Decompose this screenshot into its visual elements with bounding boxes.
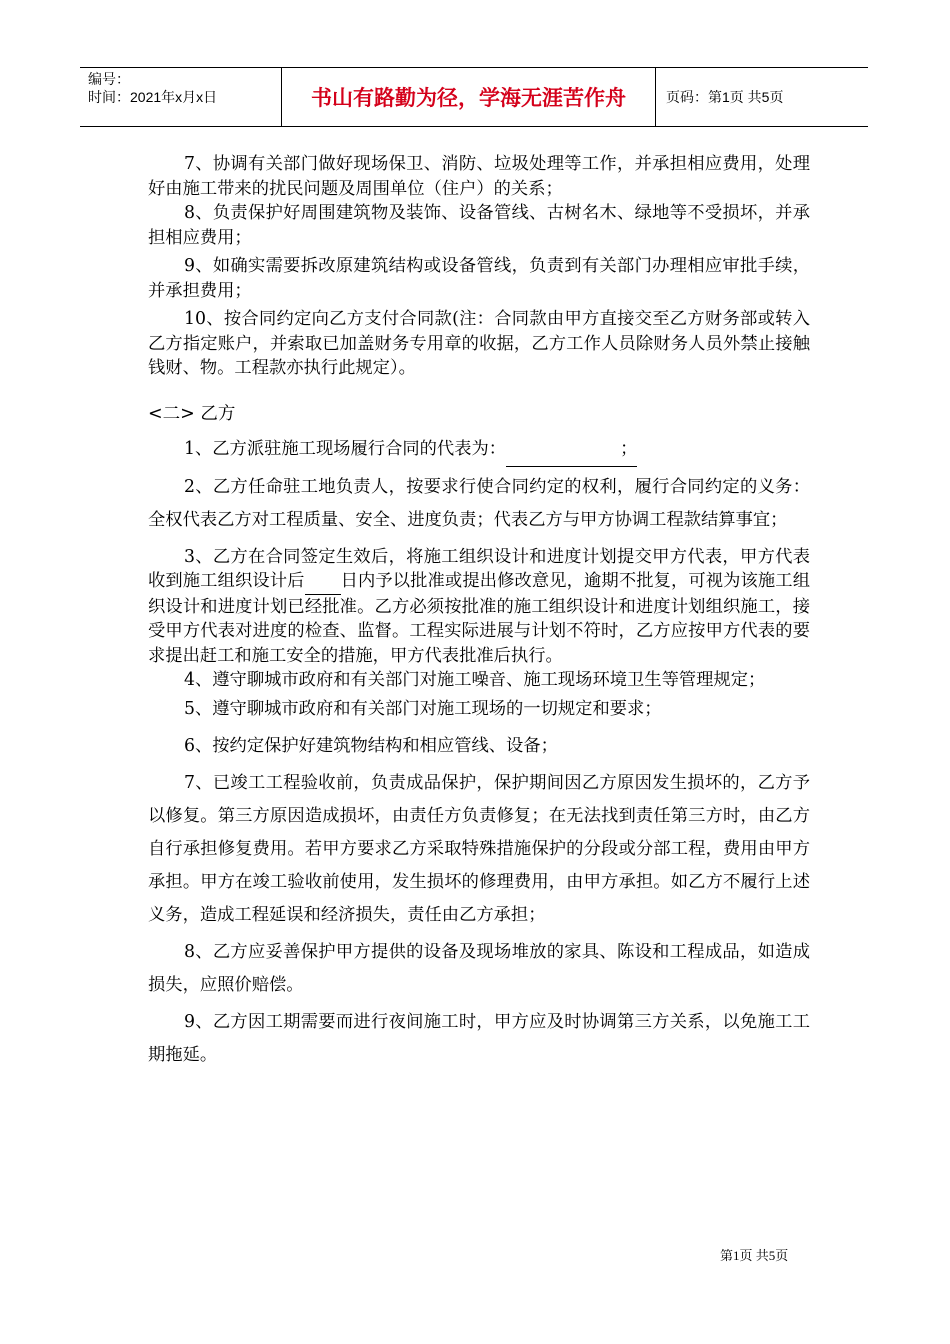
- party-b-item-1-text: 1、乙方派驻施工现场履行合同的代表为：: [184, 438, 507, 459]
- party-a-item-7: 7、协调有关部门做好现场保卫、消防、垃圾处理等工作，并承担相应费用，处理好由施工带来的扰民问题及周围单位（住户）的关系；: [148, 154, 810, 199]
- document-number-label: 编号：: [88, 71, 130, 87]
- section-title-party-b: <二> 乙方: [148, 403, 236, 424]
- party-b-item-5: 5、遵守聊城市政府和有关部门对施工现场的一切规定和要求；: [184, 698, 662, 719]
- header-motto: 书山有路勤为径，学海无涯苦作舟: [282, 68, 656, 126]
- party-b-item-3: [148, 545, 810, 669]
- document-body: [148, 152, 810, 1072]
- party-a-item-8: 8、负责保护好周围建筑物及装饰、设备管线、古树名木、绿地等不受损坏，并承担相应费用；: [148, 203, 810, 248]
- approval-days-blank: [305, 569, 341, 595]
- header-table: [80, 67, 868, 127]
- party-b-item-1: [148, 433, 810, 467]
- representative-blank: [506, 433, 584, 467]
- party-b-item-7: 7、已竣工工程验收前，负责成品保护，保护期间因乙方原因发生损坏的，乙方予以修复。第三方原因造成损坏，由责任方负责修复；在无法找到责任第三方时，由乙方自行承担修复费用。若甲方要求乙方采取特殊措施保护的分段或分部工程，费用由甲方承担。甲方在竣工验收前使用，发生损坏的修理费用，由甲方承担。如乙方不履行上述义务，造成工程延误和经济损失，责任由乙方承担；: [148, 772, 810, 925]
- header-page-number: 页码：第1页 共5页: [666, 89, 784, 105]
- party-a-item-10: 10、按合同约定向乙方支付合同款(注：合同款由甲方直接交至乙方财务部或转入乙方指定账户，并索取已加盖财务专用章的收据，乙方工作人员除财务人员外禁止接触钱财、物。工程款亦执行此规定）。: [148, 309, 810, 378]
- party-b-item-3-part-1: 3、乙方在合同签定生效后，将施工组织设计和进度计划提交甲方代表，甲方代表收到施工组织设计后: [148, 546, 810, 591]
- footer-page-number: 第1页 共5页: [720, 1248, 789, 1263]
- header-meta: [80, 68, 282, 126]
- party-b-item-8: 8、乙方应妥善保护甲方提供的设备及现场堆放的家具、陈设和工程成品，如造成损失，应照价赔偿。: [148, 941, 810, 995]
- party-b-item-9: 9、乙方因工期需要而进行夜间施工时，甲方应及时协调第三方关系，以免施工工期拖延。: [148, 1011, 810, 1065]
- party-a-item-9: 9、如确实需要拆改原建筑结构或设备管线，负责到有关部门办理相应审批手续，并承担费用；: [148, 256, 810, 301]
- party-b-item-4: 4、遵守聊城市政府和有关部门对施工噪音、施工现场环境卫生等管理规定；: [184, 670, 766, 690]
- party-b-item-3-part-2: 日内予以批准或提出修改意见，逾期不批复，可视为该施工组织设计和进度计划已经批准。乙方必须按批准的施工组织设计和进度计划组织施工，接受甲方代表对进度的检查、监督。工程实际进展与计划不符时，乙方应按甲方代表的要求提出赶工和施工安全的措施，甲方代表批准后执行。: [148, 571, 810, 666]
- party-b-item-2: 2、乙方任命驻工地负责人，按要求行使合同约定的权利，履行合同约定的义务：全权代表乙方对工程质量、安全、进度负责；代表乙方与甲方协调工程款结算事宜；: [148, 476, 810, 530]
- party-b-item-1-end: ；: [584, 433, 637, 467]
- party-b-item-6: 6、按约定保护好建筑物结构和相应管线、设备；: [184, 735, 558, 756]
- document-time-label: 时间：2021年x月x日: [88, 89, 218, 105]
